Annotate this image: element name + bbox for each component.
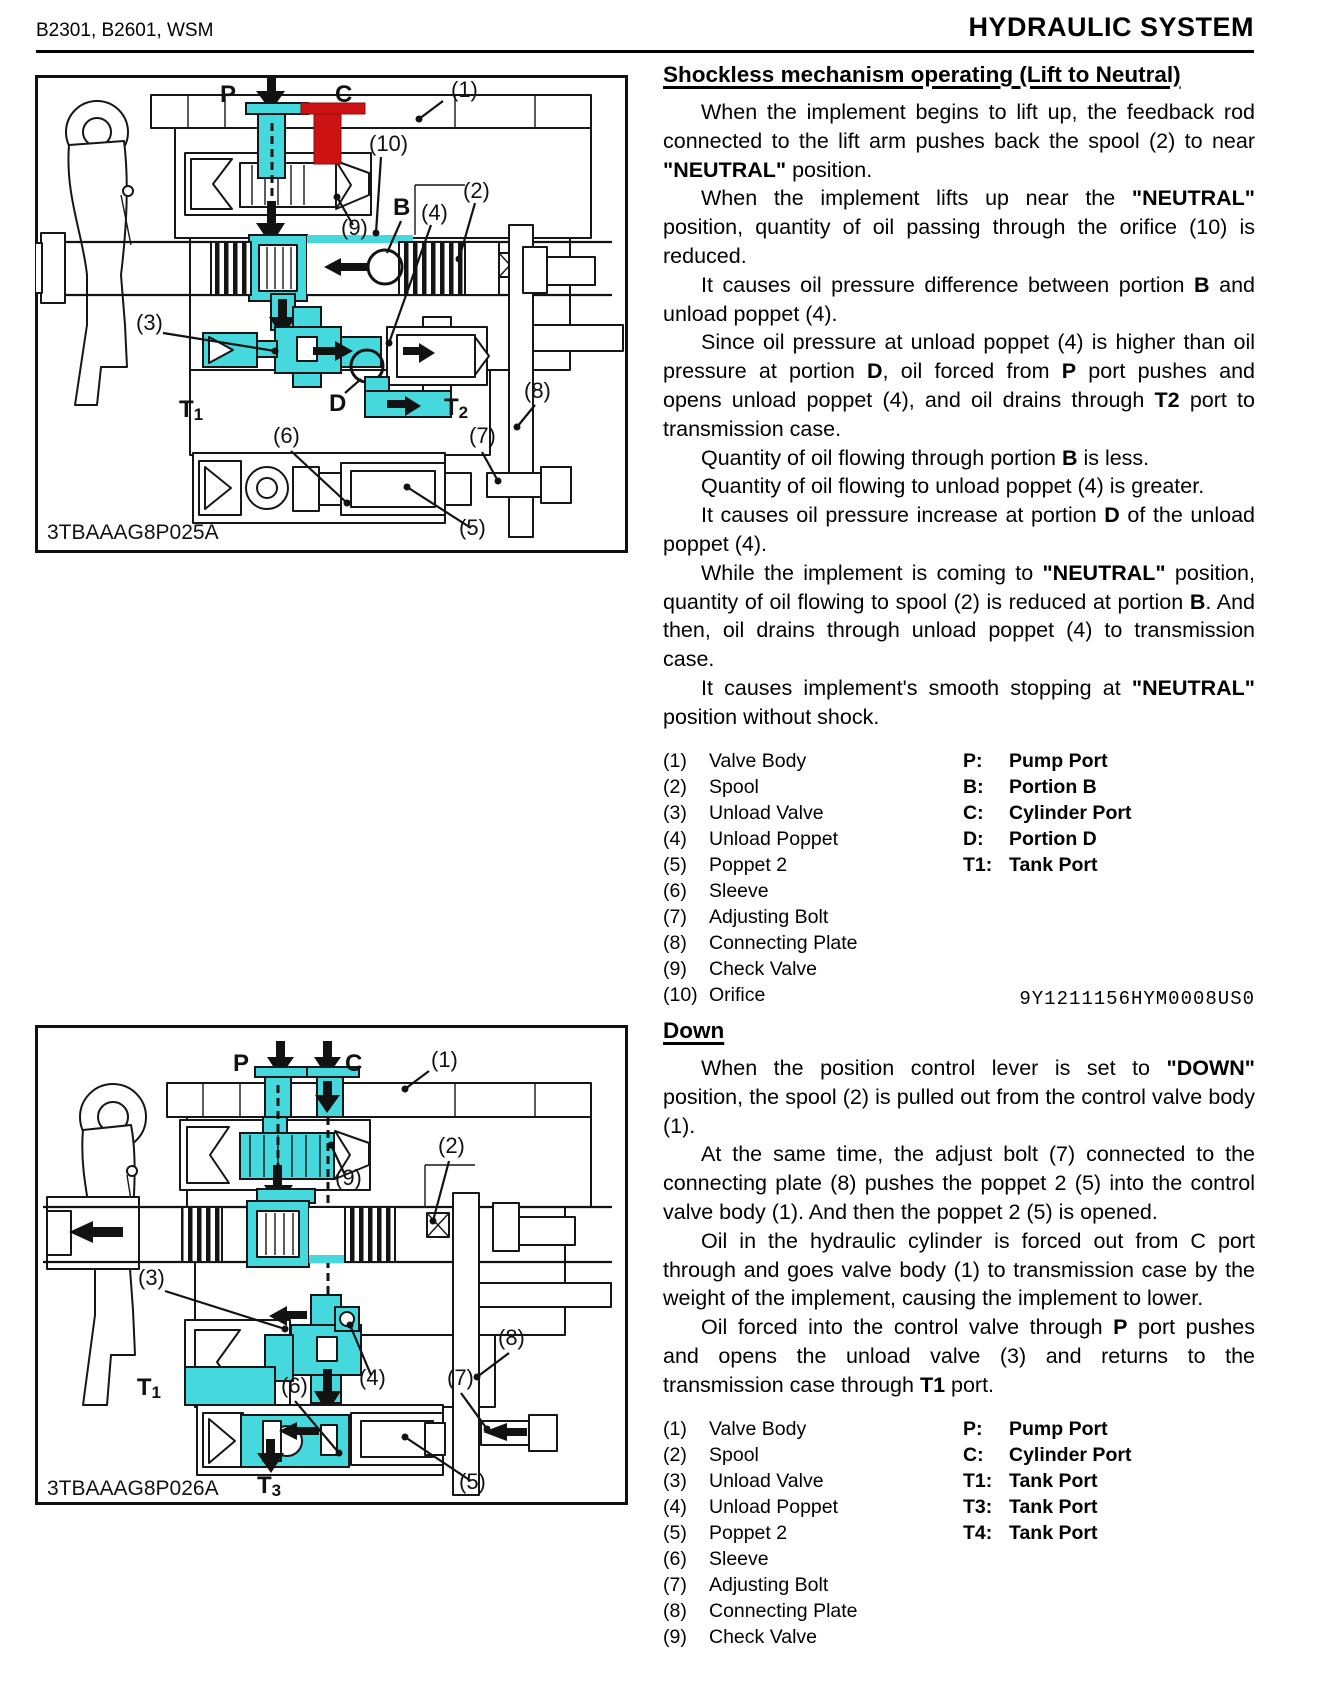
list-item: (7) Adjusting Bolt <box>663 1573 829 1596</box>
section-down <box>663 988 1255 1650</box>
list-item: (6) Sleeve <box>663 879 769 902</box>
paragraph: When the implement begins to lift up, the feedback rod connected to the lift arm pushes back the spool (2) to near "NEUTRAL" position. <box>663 100 1255 182</box>
parts-legend <box>663 1416 1255 1650</box>
list-item: (3) Unload Valve <box>663 1469 824 1492</box>
fig1-callout-5: (5) <box>459 515 486 540</box>
paragraph: It causes implement's smooth stopping at "NEUTRAL" position without shock. <box>663 675 1255 729</box>
fig2-callout-5: (5) <box>459 1469 486 1494</box>
fig2-callout-4: (4) <box>359 1365 386 1390</box>
paragraph: It causes oil pressure increase at portion D of the unload poppet (4). <box>663 503 1255 556</box>
paragraph: Quantity of oil flowing to unload poppet (4) is greater. <box>701 474 1205 499</box>
parts-list <box>663 1416 963 1650</box>
paragraph: At the same time, the adjust bolt (7) connected to the connecting plate (8) pushes the poppet 2 (5) into the control valve body (1). And then the poppet 2 (5) is opened. <box>663 1142 1255 1224</box>
fig1-callout-4: (4) <box>421 200 448 225</box>
paragraph: Oil forced into the control valve through P port pushes and opens the unload valve (3) and returns to the transmission case through T1 port. <box>663 1315 1255 1397</box>
list-item: C: Cylinder Port <box>963 801 1132 824</box>
page-header-section: HYDRAULIC SYSTEM <box>968 12 1254 42</box>
fig1-callout-2: (2) <box>463 178 490 203</box>
list-item: (4) Unload Poppet <box>663 1495 839 1518</box>
paragraph: Quantity of oil flowing through portion B is less. <box>701 445 1150 470</box>
figure2-drawing <box>35 1025 628 1505</box>
paragraph: Oil in the hydraulic cylinder is forced out from C port through and goes valve body (1) to transmission case by the weight of the implement, causing the implement to lower. <box>663 1228 1255 1311</box>
fig1-callout-6: (6) <box>273 423 300 448</box>
header-rule <box>36 50 1254 53</box>
spool-land-hatch <box>211 242 251 295</box>
reference-code: 9Y1211156HYM0008US0 <box>1019 988 1255 1010</box>
ports-list <box>963 1416 1255 1650</box>
fig2-label-t1: T1 <box>136 1374 161 1402</box>
list-item: T1: Tank Port <box>963 853 1098 876</box>
fig2-callout-1: (1) <box>431 1047 458 1072</box>
list-item: (1) Valve Body <box>663 1417 807 1440</box>
list-item: (5) Poppet 2 <box>663 853 788 876</box>
figure1-drawing <box>35 75 628 553</box>
paragraph: When the position control lever is set to "DOWN" position, the spool (2) is pulled out from the control valve body (1). <box>663 1056 1255 1138</box>
unload-poppet <box>335 1307 359 1331</box>
fig2-callout-8: (8) <box>498 1325 525 1350</box>
fig2-label-pump-port: P <box>232 1050 249 1077</box>
list-item: (6) Sleeve <box>663 1547 769 1570</box>
section-heading: Down <box>663 1018 725 1043</box>
fig1-label-pump-port: P <box>219 81 236 108</box>
parts-legend <box>663 748 1255 1008</box>
list-item: D: Portion D <box>963 827 1097 850</box>
fig1-label-t1: T1 <box>179 396 204 424</box>
fig2-callout-6: (6) <box>281 1373 308 1398</box>
section-heading: Shockless mechanism operating (Lift to Neutral) <box>663 62 1181 87</box>
list-item: (9) Check Valve <box>663 957 818 980</box>
fig1-callout-1: (1) <box>451 77 478 102</box>
fig2-callout-7: (7) <box>447 1365 474 1390</box>
list-item: (5) Poppet 2 <box>663 1521 788 1544</box>
page-header-model: B2301, B2601, WSM <box>36 20 214 41</box>
fig1-callout-9: (9) <box>341 215 368 240</box>
paragraph: It causes oil pressure difference between portion B and unload poppet (4). <box>663 272 1255 326</box>
fig1-label-portion-d: D <box>329 390 347 417</box>
list-item: (10) Orifice <box>663 983 766 1006</box>
fig1-label-cylinder-port: C <box>335 81 353 108</box>
list-item: P: Pump Port <box>963 1417 1108 1440</box>
list-item: (2) Spool <box>663 775 759 798</box>
list-item: T3: Tank Port <box>963 1495 1098 1518</box>
fig1-label-portion-b: B <box>393 194 411 221</box>
fig1-callout-10: (10) <box>369 131 409 156</box>
figure1-caption: 3TBAAAG8P025A <box>47 521 219 544</box>
paragraph: While the implement is coming to "NEUTRAL" position, quantity of oil flowing to spool (2) is reduced at portion B. And then, oil drains through unload poppet (4) to transmission case. <box>663 560 1256 672</box>
list-item: (1) Valve Body <box>663 749 807 772</box>
fig1-callout-7: (7) <box>469 423 496 448</box>
list-item: (8) Connecting Plate <box>663 931 858 954</box>
fig1-label-t2: T2 <box>444 394 469 422</box>
spool-land-hatch <box>182 1207 222 1262</box>
list-item: (9) Check Valve <box>663 1625 818 1648</box>
fig2-callout-9: (9) <box>335 1165 362 1190</box>
list-item: (8) Connecting Plate <box>663 1599 858 1622</box>
list-item: C: Cylinder Port <box>963 1443 1132 1466</box>
fig2-callout-2: (2) <box>438 1133 465 1158</box>
fig1-callout-8: (8) <box>524 378 551 403</box>
fig2-label-cylinder-port: C <box>345 1050 363 1077</box>
fig1-callout-3: (3) <box>136 310 163 335</box>
list-item: B: Portion B <box>963 775 1097 798</box>
list-item: T4: Tank Port <box>963 1521 1098 1544</box>
parts-list <box>663 748 963 1008</box>
paragraph: When the implement lifts up near the "NEUTRAL" position, quantity of oil passing through the orifice (10) is reduced. <box>663 186 1255 268</box>
list-item: (7) Adjusting Bolt <box>663 905 829 928</box>
ports-list <box>963 748 1255 1008</box>
unload-poppet <box>387 317 489 395</box>
section-lift-to-neutral <box>663 62 1255 1008</box>
spool-land-hatch <box>345 1207 395 1262</box>
fig2-label-t3: T3 <box>257 1472 282 1500</box>
list-item: (3) Unload Valve <box>663 801 824 824</box>
list-item: P: Pump Port <box>963 749 1108 772</box>
figure-lift-to-neutral <box>35 75 628 553</box>
paragraph: Since oil pressure at unload poppet (4) is higher than oil pressure at portion D, oil forced from P port pushes and opens unload poppet (4), and oil drains through T2 port to transmission case. <box>663 330 1256 441</box>
list-item: (2) Spool <box>663 1443 759 1466</box>
fig2-callout-3: (3) <box>138 1265 165 1290</box>
list-item: (4) Unload Poppet <box>663 827 839 850</box>
list-item: T1: Tank Port <box>963 1469 1098 1492</box>
figure-down <box>35 1025 628 1505</box>
figure2-caption: 3TBAAAG8P026A <box>47 1477 219 1500</box>
